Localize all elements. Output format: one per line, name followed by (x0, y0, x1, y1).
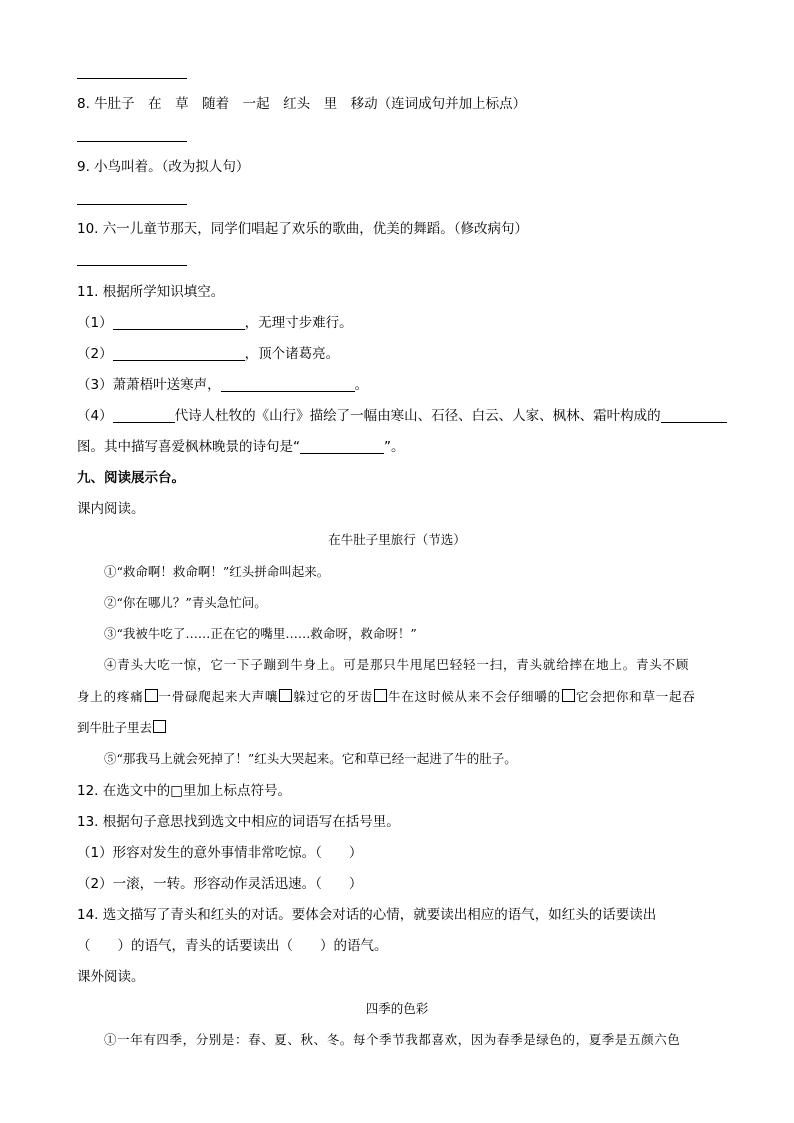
question-14-cont: （ ）的语气，青头的话要读出（ ）的语气。 (77, 938, 388, 954)
passage-1-title: 在牛肚子里旅行（节选） (328, 532, 466, 547)
fill-blank[interactable] (661, 408, 727, 423)
answer-line-q8[interactable] (77, 141, 187, 142)
fill-blank[interactable] (113, 315, 245, 330)
passage-1-para-5: ⑤“那我马上就会死掉了！”红头大哭起来。它和草已经一起进了牛的肚子。 (104, 751, 517, 766)
passage-1-para-4-line-2 (77, 688, 696, 706)
question-14: 14. 选文描写了青头和红头的对话。要体会对话的心情，就要读出相应的语气，如红头的话要读出 (77, 907, 657, 923)
item-text: （3）萧萧梧叶送寒声， (77, 377, 221, 393)
question-13-title: 13. 根据句子意思找到选文中相应的词语写在括号里。 (77, 814, 400, 830)
question-11-title: 11. 根据所学知识填空。 (77, 284, 225, 300)
question-12: 12. 在选文中的□里加上标点符号。 (77, 783, 292, 799)
passage-text: 一骨碌爬起来大声嚷 (158, 689, 279, 704)
fill-blank[interactable] (113, 346, 245, 361)
outclass-reading-label: 课外阅读。 (77, 969, 145, 985)
item-label: （2） (77, 346, 113, 362)
question-9: 9. 小鸟叫着。（改为拟人句） (77, 159, 250, 175)
answer-line-q7[interactable] (77, 78, 187, 79)
punctuation-box[interactable] (145, 689, 158, 702)
item-label: （1） (77, 315, 113, 331)
question-13-item-1: （1）形容对发生的意外事情非常吃惊。（ ） (77, 845, 363, 861)
question-11-item-4-cont (77, 438, 405, 456)
item-text: ，无理寸步难行。 (244, 315, 353, 331)
passage-1-para-4-line-3 (77, 719, 167, 737)
passage-1-para-4: ④青头大吃一惊，它一下子蹦到牛身上。可是那只牛甩尾巴轻轻一扫，青头就给摔在地上。青头不顾 (104, 657, 690, 672)
punctuation-box[interactable] (374, 689, 387, 702)
punctuation-box[interactable] (279, 689, 292, 702)
inclass-reading-label: 课内阅读。 (77, 501, 145, 517)
fill-blank[interactable] (221, 377, 355, 392)
passage-2-para-1: ①一年有四季，分别是：春、夏、秋、冬。每个季节我都喜欢，因为春季是绿色的，夏季是五颜六色 (104, 1032, 681, 1047)
question-13-item-2: （2）一滚，一转。形容动作灵活迅速。（ ） (77, 876, 363, 892)
section-heading: 九、阅读展示台。 (77, 470, 185, 486)
passage-1-para-2: ②“你在哪儿？”青头急忙问。 (104, 595, 267, 610)
passage-text: 身上的疼痛 (77, 689, 144, 704)
passage-1-para-3: ③“我被牛吃了……正在它的嘴里……救命呀，救命呀！” (104, 626, 417, 641)
item-text: 图。其中描写喜爱枫林晚景的诗句是“ (77, 439, 300, 455)
answer-line-q10[interactable] (77, 265, 187, 266)
punctuation-box[interactable] (562, 689, 575, 702)
fill-blank[interactable] (300, 439, 384, 454)
passage-text: 牛在这时候从来不会仔细嚼的 (388, 689, 561, 704)
item-label: （4） (77, 408, 113, 424)
passage-text: 它会把你和草一起吞 (575, 689, 696, 704)
passage-text: 躲过它的牙齿 (293, 689, 374, 704)
fill-blank[interactable] (113, 408, 175, 423)
question-11-item-2 (77, 345, 339, 363)
question-11-item-4 (77, 407, 727, 425)
question-10: 10. 六一儿童节那天，同学们唱起了欢乐的歌曲，优美的舞蹈。（修改病句） (77, 221, 529, 237)
item-text: ”。 (384, 439, 405, 455)
question-11-item-1 (77, 314, 353, 332)
passage-1-para-1: ①“救命啊！救命啊！”红头拼命叫起来。 (104, 564, 330, 579)
passage-text: 到牛肚子里去 (77, 720, 153, 735)
item-text: 。 (354, 377, 369, 393)
question-8: 8. 牛肚子 在 草 随着 一起 红头 里 移动（连词成句并加上标点） (77, 96, 527, 112)
item-text: ，顶个诸葛亮。 (244, 346, 340, 362)
answer-line-q9[interactable] (77, 204, 187, 205)
punctuation-box[interactable] (153, 720, 166, 733)
passage-2-title: 四季的色彩 (365, 1001, 429, 1016)
question-11-item-3 (77, 376, 368, 394)
item-text: 代诗人杜牧的《山行》描绘了一幅由寒山、石径、白云、人家、枫林、霜叶构成的 (174, 408, 661, 424)
